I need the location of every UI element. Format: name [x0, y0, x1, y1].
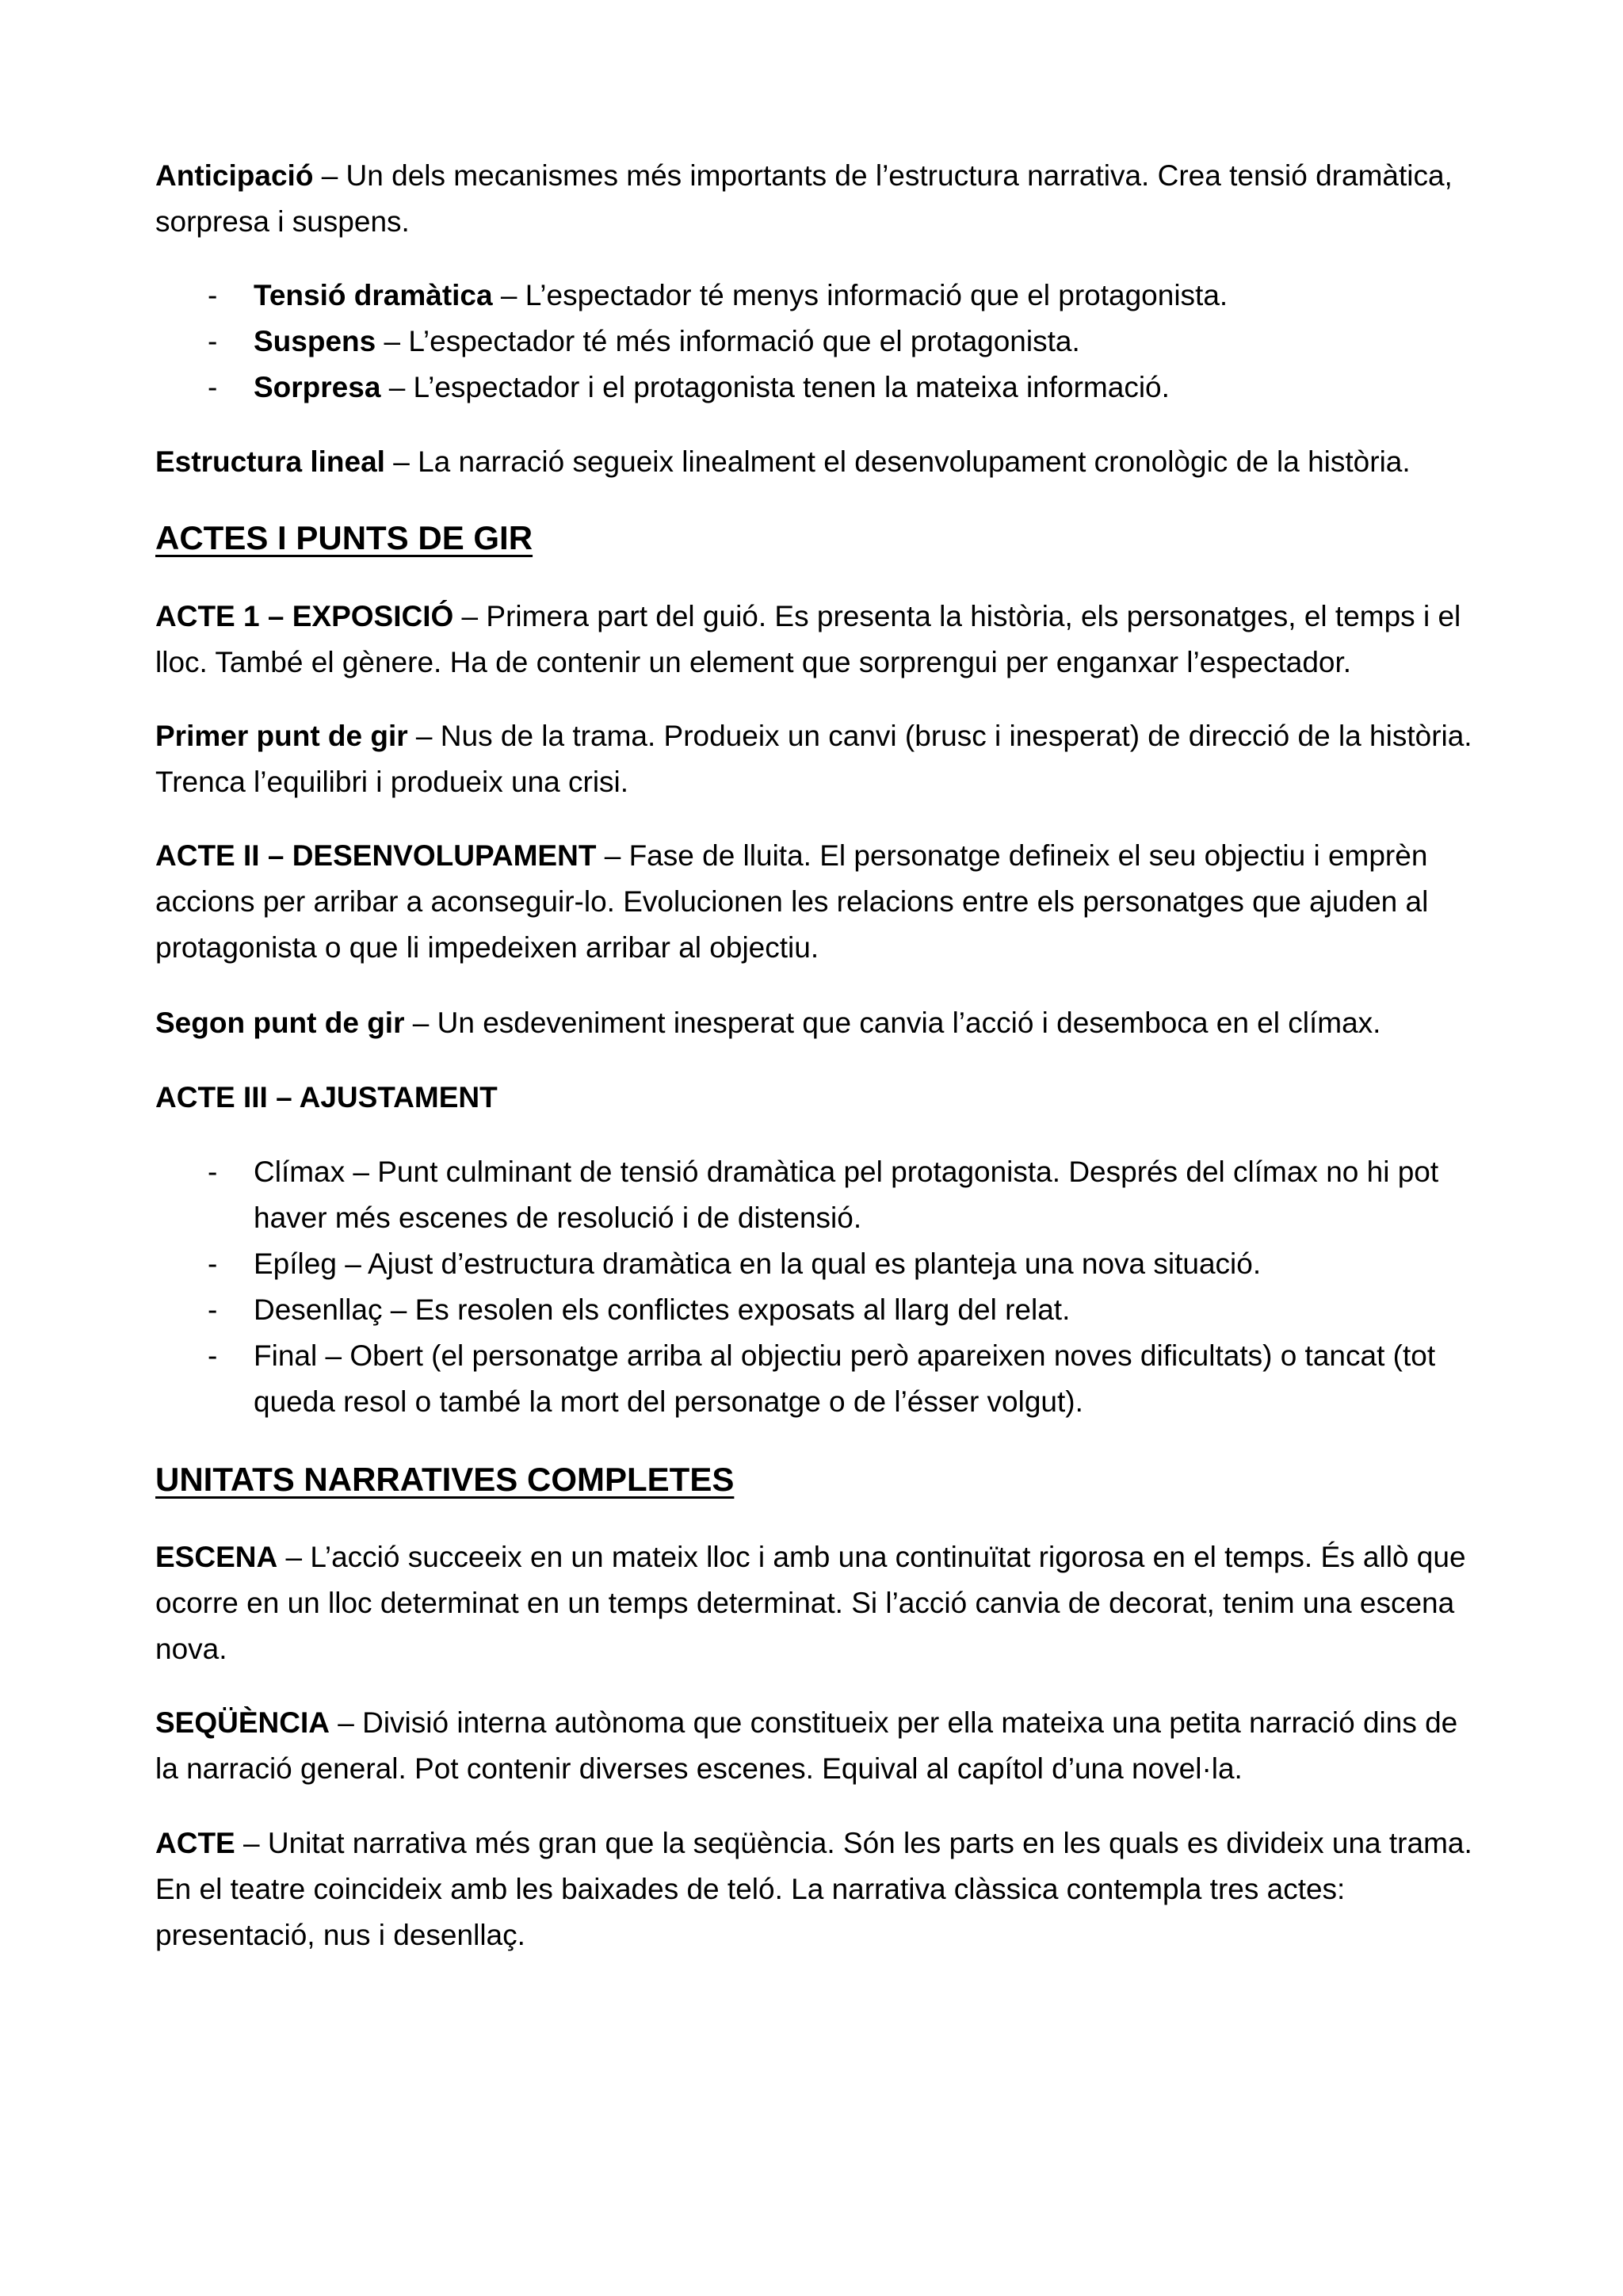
term-acte: ACTE — [155, 1827, 235, 1859]
text-suspens: – L’espectador té més informació que el protagonista. — [376, 325, 1080, 357]
bullet-dash: - — [208, 1156, 218, 1188]
bullet-dash: - — [208, 1339, 218, 1372]
text-segon-punt: – Un esdeveniment inesperat que canvia l’acció i desemboca en el clímax. — [404, 1007, 1381, 1039]
paragraph-anticipacio — [155, 153, 1484, 245]
bullet-dash: - — [208, 279, 218, 311]
paragraph-sequencia — [155, 1700, 1484, 1792]
term-suspens: Suspens — [254, 325, 376, 357]
text-primer-punt: – Nus de la trama. Produeix un canvi (brusc i inesperat) de direcció de la història. Trenca l’equilibri i produeix una crisi. — [155, 720, 1472, 798]
term-tensio-dramatica: Tensió dramàtica — [254, 279, 493, 311]
bullet-dash: - — [208, 1293, 218, 1326]
text-acte: – Unitat narrativa més gran que la seqüència. Són les parts en les quals es divideix una trama. En el teatre coincideix amb les baixades de teló. La narrativa clàssica contempla tres actes: presentació, nus i desenllaç. — [155, 1827, 1472, 1951]
text-climax: Clímax – Punt culminant de tensió dramàtica pel protagonista. Després del clímax no hi pot haver més escenes de resolució i de distensió. — [254, 1156, 1439, 1234]
text-anticipacio: – Un dels mecanismes més importants de l’estructura narrativa. Crea tensió dramàtica, sorpresa i suspens. — [155, 159, 1453, 238]
paragraph-acte-2 — [155, 833, 1484, 971]
paragraph-segon-punt — [155, 1000, 1484, 1046]
paragraph-estructura-lineal — [155, 439, 1484, 485]
bullet-dash: - — [208, 1247, 218, 1280]
paragraph-escena — [155, 1534, 1484, 1672]
term-escena: ESCENA — [155, 1541, 278, 1573]
text-epileg: Epíleg – Ajust d’estructura dramàtica en la qual es planteja una nova situació. — [254, 1247, 1262, 1280]
text-estructura-lineal: – La narració segueix linealment el desenvolupament cronològic de la història. — [384, 445, 1411, 478]
term-acte-1: ACTE 1 – EXPOSICIÓ — [155, 600, 454, 632]
term-anticipacio: Anticipació — [155, 159, 314, 192]
paragraph-primer-punt — [155, 713, 1484, 805]
bullet-dash: - — [208, 325, 218, 357]
text-tensio-dramatica: – L’espectador té menys informació que el protagonista. — [492, 279, 1228, 311]
term-estructura-lineal: Estructura lineal — [155, 445, 385, 478]
text-sorpresa: – L’espectador i el protagonista tenen la mateixa informació. — [380, 371, 1170, 403]
section-heading-actes: ACTES I PUNTS DE GIR — [155, 519, 533, 556]
text-acte-1: – Primera part del guió. Es presenta la història, els personatges, el temps i el lloc. També el gènere. Ha de contenir un element que sorprengui per enganxar l’espectador. — [155, 600, 1461, 678]
bullet-dash: - — [208, 371, 218, 403]
paragraph-acte — [155, 1820, 1484, 1958]
section-heading-unitats: UNITATS NARRATIVES COMPLETES — [155, 1461, 735, 1498]
term-primer-punt: Primer punt de gir — [155, 720, 408, 752]
text-escena: – L’acció succeeix en un mateix lloc i amb una continuïtat rigorosa en el temps. És allò que ocorre en un lloc determinat en un temps determinat. Si l’acció canvia de decorat, tenim una escena nova. — [155, 1541, 1466, 1665]
term-acte-2: ACTE II – DESENVOLUPAMENT — [155, 839, 597, 872]
paragraph-acte-3 — [155, 1075, 1484, 1121]
term-sequencia: SEQÜÈNCIA — [155, 1706, 330, 1739]
text-acte-2: – Fase de lluita. El personatge defineix el seu objectiu i emprèn accions per arribar a aconseguir-lo. Evolucionen les relacions entre els personatges que ajuden al protagonista o que li impedeixen arribar al objectiu. — [155, 839, 1429, 964]
text-sequencia: – Divisió interna autònoma que constitueix per ella mateixa una petita narració dins de la narració general. Pot contenir diverses escenes. Equival al capítol d’una novel·la. — [155, 1706, 1458, 1785]
term-acte-3: ACTE III – AJUSTAMENT — [155, 1081, 498, 1114]
paragraph-acte-1 — [155, 594, 1484, 686]
term-segon-punt: Segon punt de gir — [155, 1007, 405, 1039]
term-sorpresa: Sorpresa — [254, 371, 381, 403]
text-final: Final – Obert (el personatge arriba al objectiu però apareixen noves dificultats) o tancat (tot queda resol o també la mort del personatge o de l’ésser volgut). — [254, 1339, 1436, 1418]
text-desenllac: Desenllaç – Es resolen els conflictes exposats al llarg del relat. — [254, 1293, 1071, 1326]
